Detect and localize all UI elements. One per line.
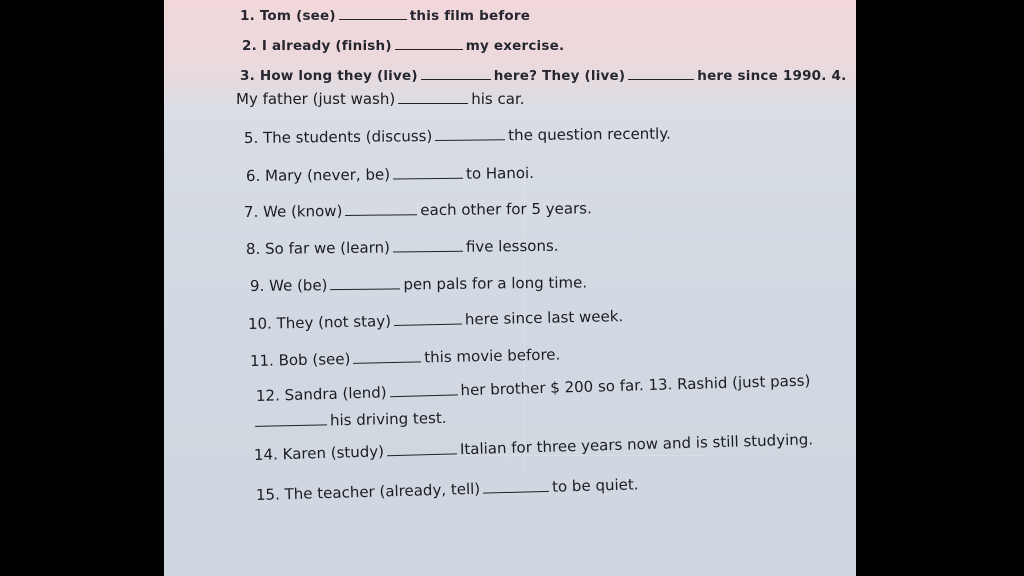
- exercise-5-rest: the question recently.: [508, 124, 671, 145]
- answer-blank[interactable]: [398, 102, 468, 104]
- exercise-5: [244, 125, 671, 147]
- answer-blank[interactable]: [255, 423, 327, 427]
- exercise-12-prompt: 12. Sandra (lend): [255, 383, 387, 405]
- exercise-9-prompt: 9. We (be): [249, 276, 328, 295]
- exercise-3-middle: here? They (live): [493, 68, 626, 84]
- answer-blank[interactable]: [393, 177, 463, 180]
- exercise-13-rest: his driving test.: [329, 408, 447, 430]
- answer-blank[interactable]: [435, 138, 505, 141]
- exercise-6: [246, 164, 534, 185]
- exercise-10-prompt: 10. They (not stay): [247, 312, 392, 333]
- worksheet-paper: [164, 0, 856, 576]
- exercise-3-prompt: 3. How long they (live): [240, 68, 418, 84]
- exercise-12: [256, 372, 811, 405]
- answer-blank[interactable]: [421, 78, 491, 80]
- exercise-9-rest: pen pals for a long time.: [403, 273, 588, 294]
- exercise-3: [240, 68, 846, 84]
- exercise-1: [240, 8, 530, 24]
- exercise-8-rest: five lessons.: [465, 236, 559, 256]
- exercise-3-rest: here since 1990. 4.: [697, 68, 847, 84]
- exercise-15: [256, 475, 639, 504]
- exercise-4: [236, 90, 525, 108]
- exercise-10-rest: here since last week.: [464, 307, 624, 329]
- exercise-2-rest: my exercise.: [465, 38, 565, 54]
- exercise-14-rest: Italian for three years now and is still studying.: [459, 430, 814, 459]
- exercise-14-prompt: 14. Karen (study): [253, 442, 385, 464]
- exercise-5-prompt: 5. The students (discuss): [243, 127, 433, 147]
- exercise-2: [242, 38, 564, 54]
- exercise-8-prompt: 8. So far we (learn): [245, 238, 391, 258]
- exercise-7: [244, 199, 592, 221]
- exercise-7-rest: each other for 5 years.: [420, 199, 592, 220]
- answer-blank[interactable]: [395, 48, 463, 50]
- exercise-4-rest: his car.: [471, 90, 525, 108]
- answer-blank[interactable]: [345, 213, 417, 216]
- exercise-2-prompt: 2. I already (finish): [242, 38, 392, 54]
- answer-blank[interactable]: [628, 78, 694, 80]
- exercise-11-rest: this movie before.: [424, 345, 561, 367]
- answer-blank[interactable]: [387, 452, 457, 456]
- exercise-15-prompt: 15. The teacher (already, tell): [255, 479, 481, 504]
- exercise-11: [250, 346, 561, 370]
- exercise-6-rest: to Hanoi.: [465, 163, 535, 183]
- exercise-1-rest: this film before: [409, 8, 531, 24]
- exercise-4-prompt: My father (just wash): [236, 90, 396, 108]
- answer-blank[interactable]: [394, 323, 462, 326]
- answer-blank[interactable]: [331, 287, 401, 290]
- exercise-13: [252, 409, 447, 431]
- exercise-11-prompt: 11. Bob (see): [249, 349, 351, 370]
- exercise-8: [246, 237, 559, 258]
- exercise-7-prompt: 7. We (know): [243, 201, 343, 221]
- answer-blank[interactable]: [393, 250, 463, 253]
- exercise-14: [254, 430, 814, 464]
- exercise-6-prompt: 6. Mary (never, be): [245, 165, 391, 185]
- answer-blank[interactable]: [339, 18, 407, 20]
- answer-blank[interactable]: [390, 393, 458, 397]
- exercise-12-rest: her brother $ 200 so far. 13. Rashid (just pass): [460, 371, 811, 400]
- exercise-9: [250, 273, 587, 295]
- answer-blank[interactable]: [483, 490, 549, 494]
- exercise-15-rest: to be quiet.: [551, 475, 639, 496]
- answer-blank[interactable]: [353, 360, 421, 363]
- exercise-10: [248, 307, 624, 333]
- exercise-1-prompt: 1. Tom (see): [240, 8, 336, 24]
